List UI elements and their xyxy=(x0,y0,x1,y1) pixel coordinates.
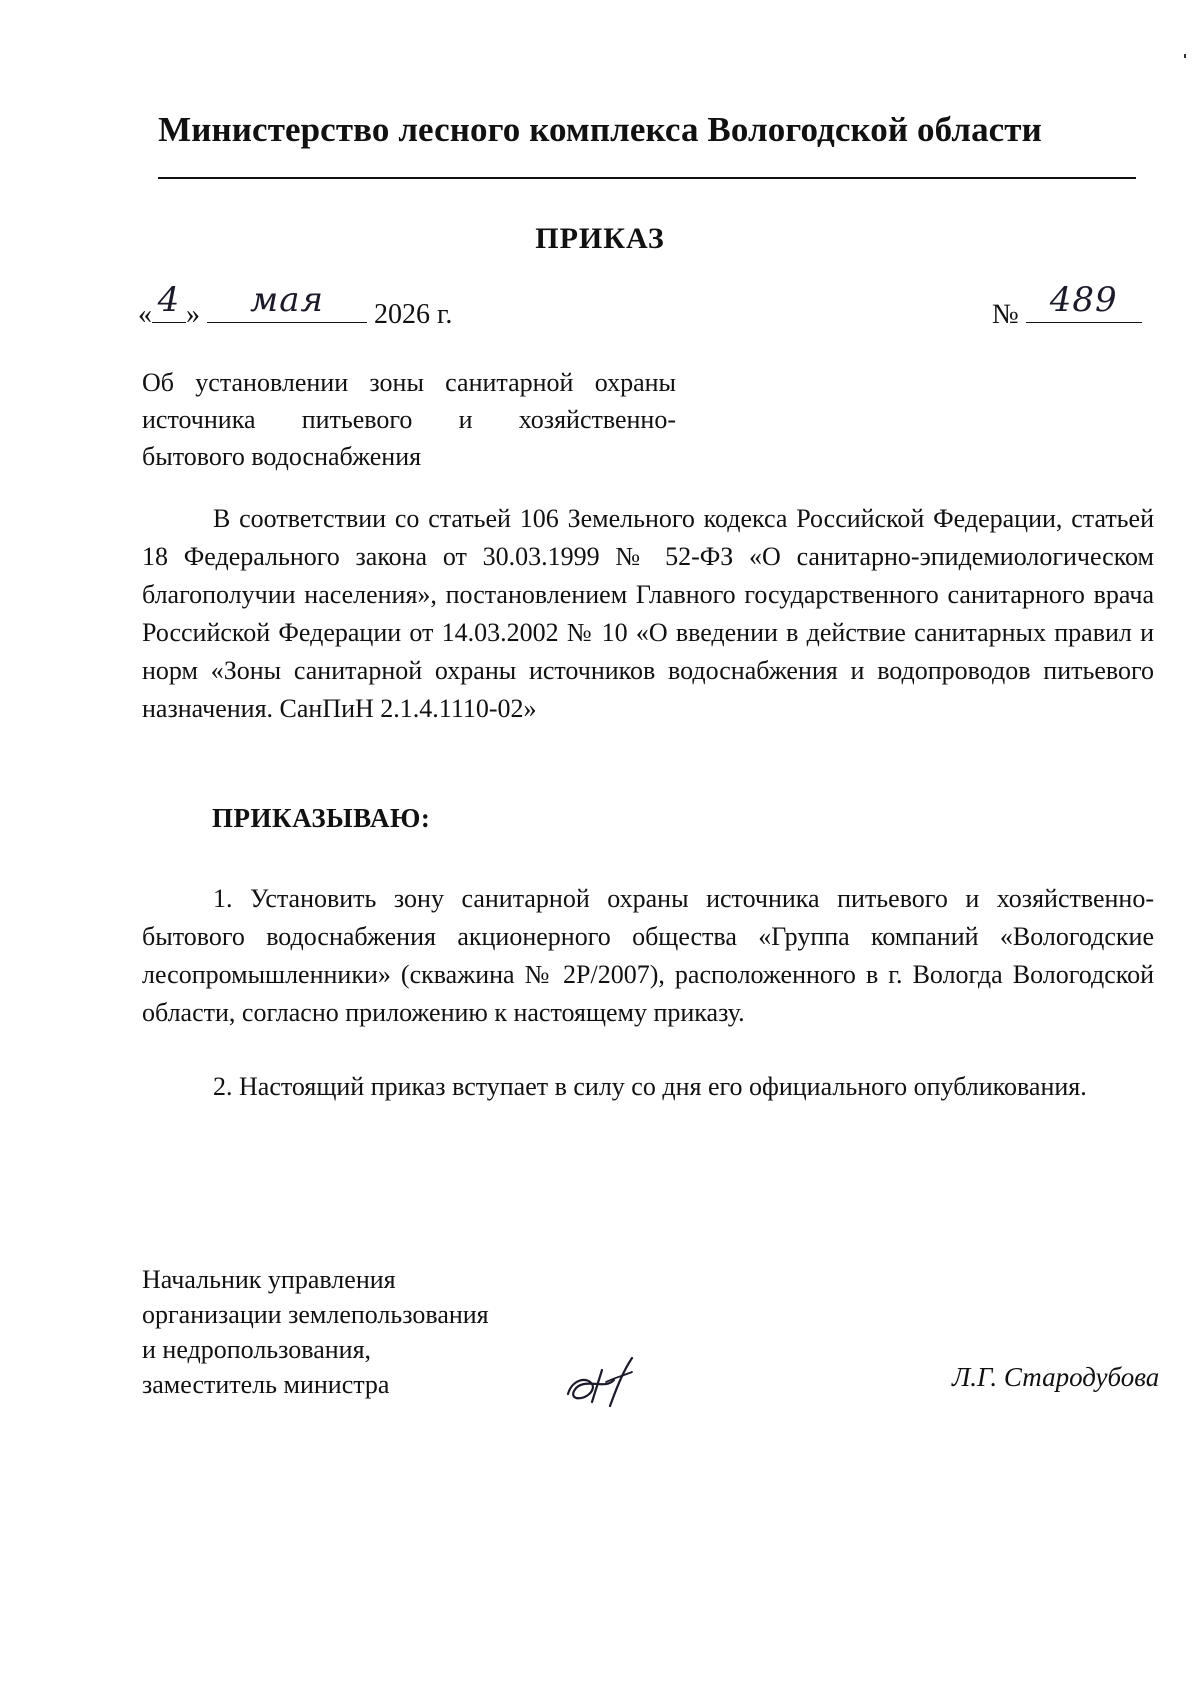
order-number xyxy=(992,280,1142,331)
signer-name: Л.Г. Стародубова xyxy=(952,1362,1160,1392)
number-handwritten: 489 xyxy=(1049,280,1118,320)
order-item-1: 1. Установить зону санитарной охраны источника питьевого и хозяйственно-бытового водоснабжения акционерного общества «Группа компаний «Вологодские лесопромышленники» (скважина № 2Р/2007), расположенного в г. Вологда Вологодской области, согласно приложению к настоящему приказу. xyxy=(142,884,1154,1027)
order-item-2: 2. Настоящий приказ вступает в силу со дня его официального опубликования. xyxy=(213,1072,1087,1101)
document-type-title: ПРИКАЗ xyxy=(535,222,665,255)
ministry-name: Министерство лесного комплекса Вологодской области xyxy=(158,110,1042,149)
date-month-handwritten: мая xyxy=(250,280,324,320)
header-rule xyxy=(158,177,1136,179)
preamble-paragraph: В соответствии со статьей 106 Земельного кодекса Российской Федерации, статьей 18 Федерального закона от 30.03.1999 № 52-ФЗ «О санитарно-эпидемиологическом благополучии населения», постановлением Главного государственного санитарного врача Российской Федерации от 14.03.2002 № 10 «О введении в действие санитарных правил и норм «Зоны санитарной охраны источников водоснабжения и водопроводов питьевого назначения. СанПиН 2.1.4.1110-02» xyxy=(142,504,1154,723)
date-day-field xyxy=(152,280,186,323)
number-sign: № xyxy=(992,299,1019,330)
date-month-field xyxy=(207,280,367,323)
date-day-handwritten: 4 xyxy=(157,280,181,320)
subject-line-3: бытового водоснабжения xyxy=(142,442,422,471)
subject-line-1: Об установлении зоны санитарной охраны xyxy=(142,368,676,397)
date-year: 2026 г. xyxy=(374,299,453,330)
position-line-4: заместитель министра xyxy=(142,1370,390,1399)
order-subject xyxy=(142,364,676,475)
date-close-quote: » xyxy=(186,299,200,330)
order-date xyxy=(138,280,453,331)
number-field xyxy=(1026,280,1142,323)
position-line-3: и недропользования, xyxy=(142,1335,372,1364)
decree-heading: ПРИКАЗЫВАЮ: xyxy=(212,803,431,833)
signatory-position xyxy=(142,1262,489,1402)
date-open-quote: « xyxy=(138,299,152,330)
scan-speck xyxy=(1184,54,1186,58)
subject-line-2: источника питьевого и хозяйственно- xyxy=(142,405,676,434)
handwritten-signature xyxy=(562,1350,640,1410)
position-line-2: организации землепользования xyxy=(142,1300,489,1329)
position-line-1: Начальник управления xyxy=(142,1265,396,1294)
